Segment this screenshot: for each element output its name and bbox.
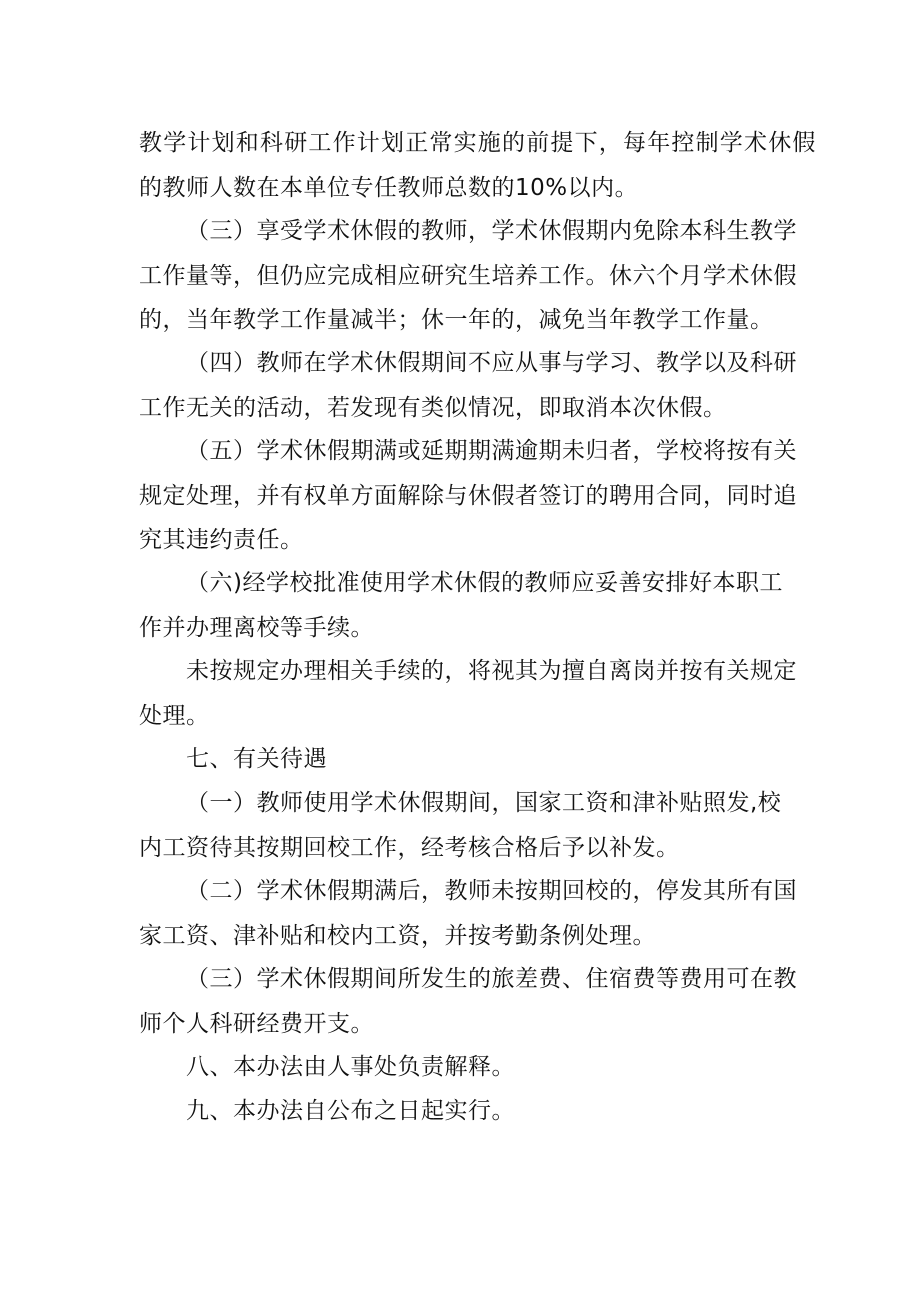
text-line: 师个人科研经费开支。 (139, 1011, 374, 1037)
text-line: 工作无关的活动，若发现有类似情况，即取消本次休假。 (139, 395, 727, 421)
text-line: 教学计划和科研工作计划正常实施的前提下，每年控制学术休假 (139, 130, 817, 156)
section-heading-8: 八、本办法由人事处负责解释。 (186, 1054, 515, 1080)
text-line: 规定处理，并有权单方面解除与休假者签订的聘用合同，同时追 (139, 483, 797, 509)
text-line: 内工资待其按期回校工作，经考核合格后予以补发。 (139, 835, 680, 861)
text-line: 工作量等，但仍应完成相应研究生培养工作。休六个月学术休假 (139, 263, 797, 289)
text-line: 家工资、津补贴和校内工资，并按考勤条例处理。 (139, 923, 656, 949)
paragraph-5-start: （五）学术休假期满或延期期满逾期未归者，学校将按有关 (186, 438, 797, 464)
paragraph-6-start: （六)经学校批准使用学术休假的教师应妥善安排好本职工 (186, 570, 783, 596)
paragraph-7-1-start: （一）教师使用学术休假期间，国家工资和津补贴照发,校 (186, 790, 782, 816)
paragraph-3-start: （三）享受学术休假的教师，学术休假期内免除本科生教学 (186, 218, 797, 244)
text-line: 究其违约责任。 (139, 527, 304, 553)
paragraph-note-start: 未按规定办理相关手续的，将视其为擅自离岗并按有关规定 (186, 658, 797, 684)
text-line: 的，当年教学工作量减半；休一年的，减免当年教学工作量。 (139, 307, 774, 333)
section-heading-7: 七、有关待遇 (186, 746, 327, 772)
text-line: 作并办理离校等手续。 (139, 615, 374, 641)
text-line: 处理。 (139, 703, 210, 729)
paragraph-7-2-start: （二）学术休假期满后，教师未按期回校的，停发其所有国 (186, 878, 797, 904)
paragraph-4-start: （四）教师在学术休假期间不应从事与学习、教学以及科研 (186, 350, 797, 376)
text-line: 的教师人数在本单位专任教师总数的10%以内。 (139, 175, 639, 201)
section-heading-9: 九、本办法自公布之日起实行。 (186, 1098, 515, 1124)
paragraph-7-3-start: （三）学术休假期间所发生的旅差费、住宿费等费用可在教 (186, 966, 797, 992)
